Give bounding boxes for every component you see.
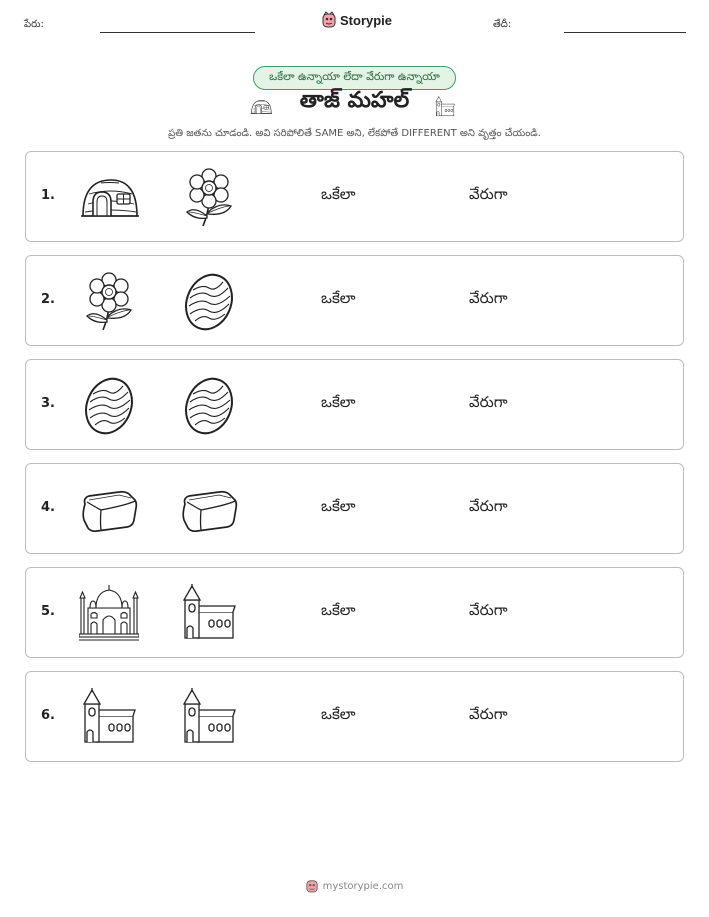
same-option[interactable]: ఒకేలా bbox=[321, 185, 356, 203]
same-option[interactable]: ఒకేలా bbox=[321, 601, 356, 619]
name-line[interactable] bbox=[100, 32, 255, 33]
name-label: పేరు: bbox=[24, 19, 44, 30]
storypie-mascot-icon bbox=[306, 879, 318, 893]
different-option[interactable]: వేరుగా bbox=[469, 393, 508, 411]
different-option[interactable]: వేరుగా bbox=[469, 497, 508, 515]
different-option[interactable]: వేరుగా bbox=[469, 705, 508, 723]
church-icon bbox=[179, 584, 239, 644]
different-option[interactable]: వేరుగా bbox=[469, 289, 508, 307]
question-number: 6. bbox=[41, 708, 55, 723]
marble-stone-icon bbox=[79, 376, 139, 436]
flower-icon bbox=[179, 168, 239, 228]
church-icon bbox=[434, 92, 456, 122]
storypie-mascot-icon bbox=[322, 12, 336, 28]
footer bbox=[0, 879, 709, 893]
igloo-icon bbox=[79, 168, 139, 228]
same-option[interactable]: ఒకేలా bbox=[321, 393, 356, 411]
church-icon bbox=[179, 688, 239, 748]
taj-mahal-icon bbox=[79, 584, 139, 644]
instructions: ప్రతి జతను చూడండి. అవి సరిపోలితే SAME అని, లేకపోతే DIFFERENT అని వృత్తం చేయండి. bbox=[168, 128, 541, 139]
worksheet-title: తాజ్ మహల్ bbox=[299, 88, 410, 113]
question-number: 2. bbox=[41, 292, 55, 307]
same-option[interactable]: ఒకేలా bbox=[321, 705, 356, 723]
marble-stone-icon bbox=[179, 376, 239, 436]
question-row bbox=[25, 567, 684, 658]
worksheet-badge-text: ఒకేలా ఉన్నాయా లేదా వేరుగా ఉన్నాయా bbox=[269, 70, 440, 83]
different-option[interactable]: వేరుగా bbox=[469, 185, 508, 203]
question-row bbox=[25, 671, 684, 762]
worksheet-badge bbox=[253, 66, 456, 90]
question-number: 5. bbox=[41, 604, 55, 619]
question-number: 1. bbox=[41, 188, 55, 203]
stone-block-icon bbox=[179, 480, 239, 540]
same-option[interactable]: ఒకేలా bbox=[321, 497, 356, 515]
different-option[interactable]: వేరుగా bbox=[469, 601, 508, 619]
stone-block-icon bbox=[79, 480, 139, 540]
question-row bbox=[25, 359, 684, 450]
footer-site-link[interactable]: mystorypie.com bbox=[322, 880, 404, 892]
date-label: తేదీ: bbox=[493, 19, 512, 30]
same-option[interactable]: ఒకేలా bbox=[321, 289, 356, 307]
flower-icon bbox=[79, 272, 139, 332]
brand-logo bbox=[322, 12, 392, 28]
question-row bbox=[25, 463, 684, 554]
question-row bbox=[25, 255, 684, 346]
marble-stone-icon bbox=[179, 272, 239, 332]
brand-name: Storypie bbox=[340, 12, 393, 28]
question-number: 4. bbox=[41, 500, 55, 515]
question-number: 3. bbox=[41, 396, 55, 411]
question-row bbox=[25, 151, 684, 242]
date-line[interactable] bbox=[564, 32, 686, 33]
church-icon bbox=[79, 688, 139, 748]
